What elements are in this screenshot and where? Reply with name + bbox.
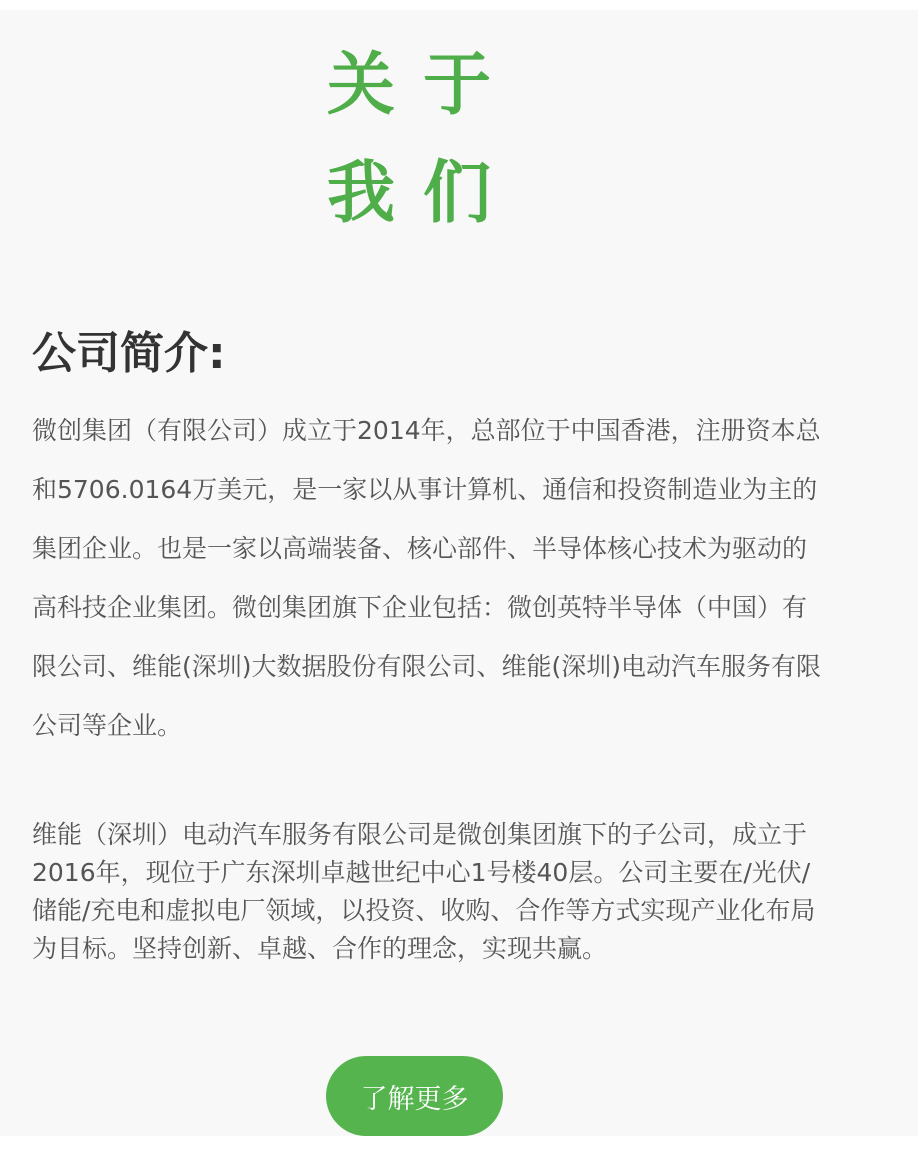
company-intro-paragraph: 微创集团（有限公司）成立于2014年，总部位于中国香港，注册资本总和5706.0164万美元，是一家以从事计算机、通信和投资制造业为主的集团企业。也是一家以高端装备、核心部件、半导体核心技术为驱动的高科技企业集团。微创集团旗下企业包括：微创英特半导体（中国）有限公司、维能(深圳)大数据股份有限公司、维能(深圳)电动汽车服务有限公司等企业。 — [32, 416, 822, 740]
about-page — [0, 10, 918, 1136]
page-title: 关于我们 — [326, 46, 519, 233]
company-intro-heading: 公司简介: — [32, 328, 226, 379]
learn-more-button[interactable]: 了解更多 — [326, 1056, 503, 1136]
subsidiary-intro-paragraph: 维能（深圳）电动汽车服务有限公司是微创集团旗下的子公司，成立于2016年，现位于广东深圳卓越世纪中心1号楼40层。公司主要在/光伏/储能/充电和虚拟电厂领域，以投资、收购、合作等方式实现产业化布局为目标。坚持创新、卓越、合作的理念，实现共赢。 — [32, 820, 816, 963]
